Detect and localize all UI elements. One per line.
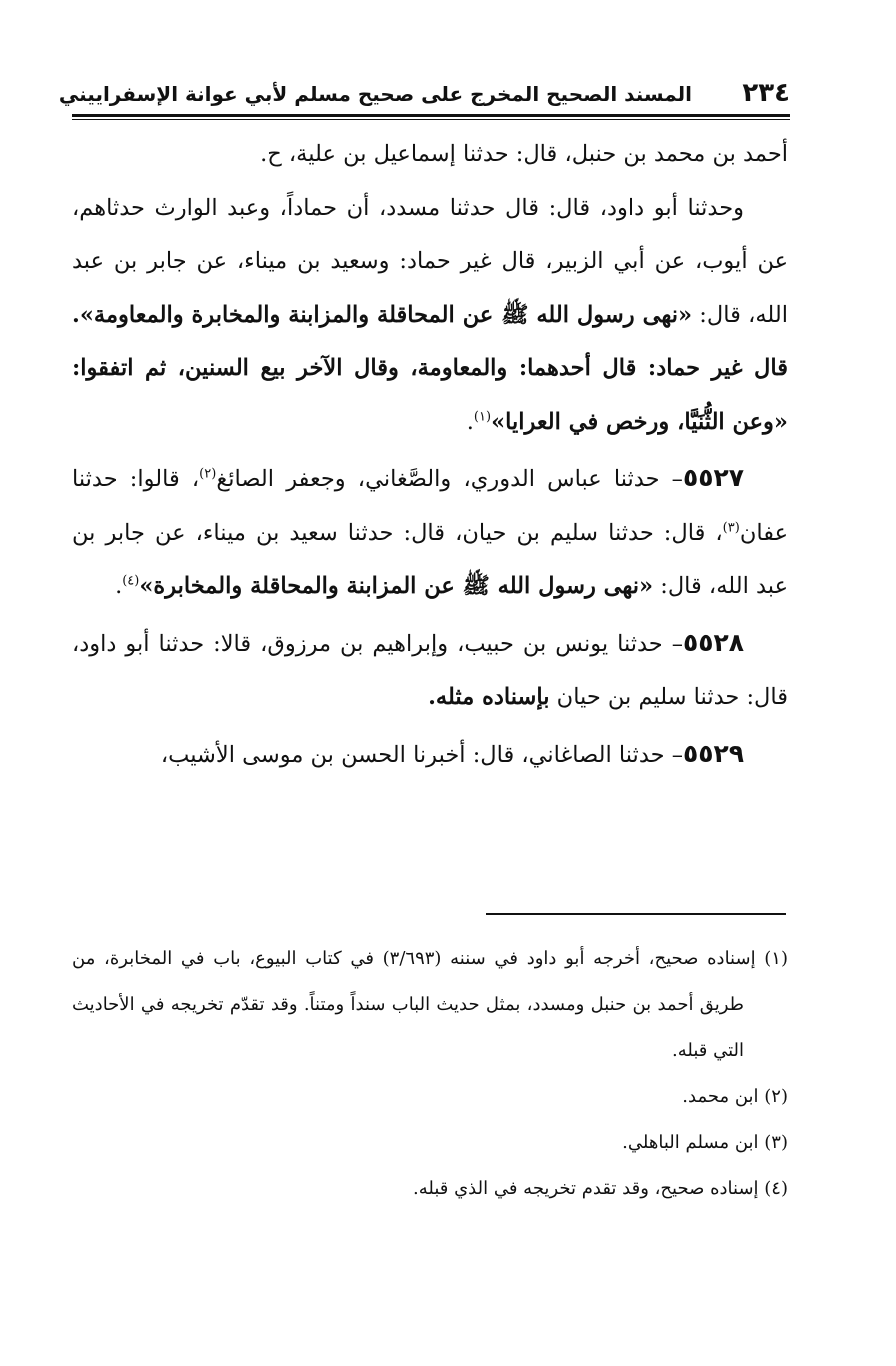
footnote-ref-3[interactable]: (٣) (722, 520, 740, 535)
hadith-text: «نهى رسول الله ﷺ عن المحاقلة والمزابنة والمخابرة والمعاومة». قال غير حماد: قال أحدهما: والمعاومة، وقال الآخر بيع السنين، ثم اتفقوا: «وعن الثُّنَيَّا، ورخص في العرايا» (72, 301, 788, 435)
hadith-number-5529: ٥٥٢٩ (682, 738, 744, 768)
main-text (72, 128, 788, 782)
paragraph-1-text: أحمد بن محمد بن حنبل، قال: حدثنا إسماعيل بن علية، ح. (260, 141, 788, 167)
hadith-5529-text: – حدثنا الصاغاني، قال: أخبرنا الحسن بن موسى الأشيب، (160, 741, 683, 768)
hadith-number-5528: ٥٥٢٨ (682, 627, 744, 657)
header-rule-thin (72, 119, 790, 120)
footnote-ref-1[interactable]: (١) (473, 409, 492, 424)
footnote-separator (486, 913, 786, 915)
hadith-5527 (72, 451, 788, 614)
paragraph-1 (72, 128, 788, 182)
paragraph-2-text: وحدثنا أبو داود، قال: قال حدثنا مسدد، أن حماداً، وعبد الوارث حدثاهم، عن أيوب، عن أبي الزبير، قال غير حماد: وسعيد بن ميناء، عن جابر بن عبد الله، قال: (72, 194, 788, 328)
hadith-5527-text-a: – حدثنا عباس الدوري، والصَّغاني، وجعفر الصائغ (216, 466, 683, 492)
running-title: المسند الصحيح المخرج على صحيح مسلم لأبي عوانة الإسفراييني (58, 82, 692, 106)
footnote-ref-4[interactable]: (٤) (122, 573, 140, 589)
hadith-5528-text: – حدثنا يونس بن حبيب، وإبراهيم بن مرزوق، قالا: حدثنا أبو داود، قال: حدثنا سليم بن حيان (72, 630, 788, 710)
hadith-5527-text-c: ، قال: حدثنا سليم بن حيان، قال: حدثنا سعيد بن ميناء، عن جابر بن عبد الله، قال: (72, 519, 788, 599)
footnotes (72, 936, 788, 1212)
hadith-5528 (72, 616, 788, 725)
page-number: ٢٣٤ (742, 78, 790, 108)
hadith-number-5527: ٥٥٢٧ (682, 463, 744, 492)
hadith-5527-text-b: ، قالوا: حدثنا عفان (72, 466, 788, 546)
footnote-4: (٤) إسناده صحيح، وقد تقدم تخريجه في الذي قبله. (413, 1178, 788, 1199)
hadith-5529 (72, 727, 788, 783)
running-header (58, 74, 790, 112)
footnote-2: (٢) ابن محمد. (682, 1086, 788, 1107)
header-rule-thick (72, 114, 790, 117)
footnote-1: (١) إسناده صحيح، أخرجه أبو داود في سننه (٣/٦٩٣) في كتاب البيوع، باب في المخابرة، من طريق أحمد بن حنبل ومسدد، بمثل حديث الباب سنداً ومتناً. وقد تقدّم تخريجه في الأحاديث التي قبله. (72, 948, 788, 1061)
hadith-5527-end: . (115, 573, 123, 599)
hadith-5528-matn: بإسناده مثله. (428, 684, 550, 710)
paragraph-2-end: . (466, 408, 474, 435)
hadith-5527-matn: «نهى رسول الله ﷺ عن المزابنة والمحاقلة والمخابرة» (139, 573, 654, 599)
footnote-ref-2[interactable]: (٢) (199, 466, 217, 482)
paragraph-2 (72, 182, 788, 450)
footnote-3: (٣) ابن مسلم الباهلي. (622, 1132, 788, 1153)
